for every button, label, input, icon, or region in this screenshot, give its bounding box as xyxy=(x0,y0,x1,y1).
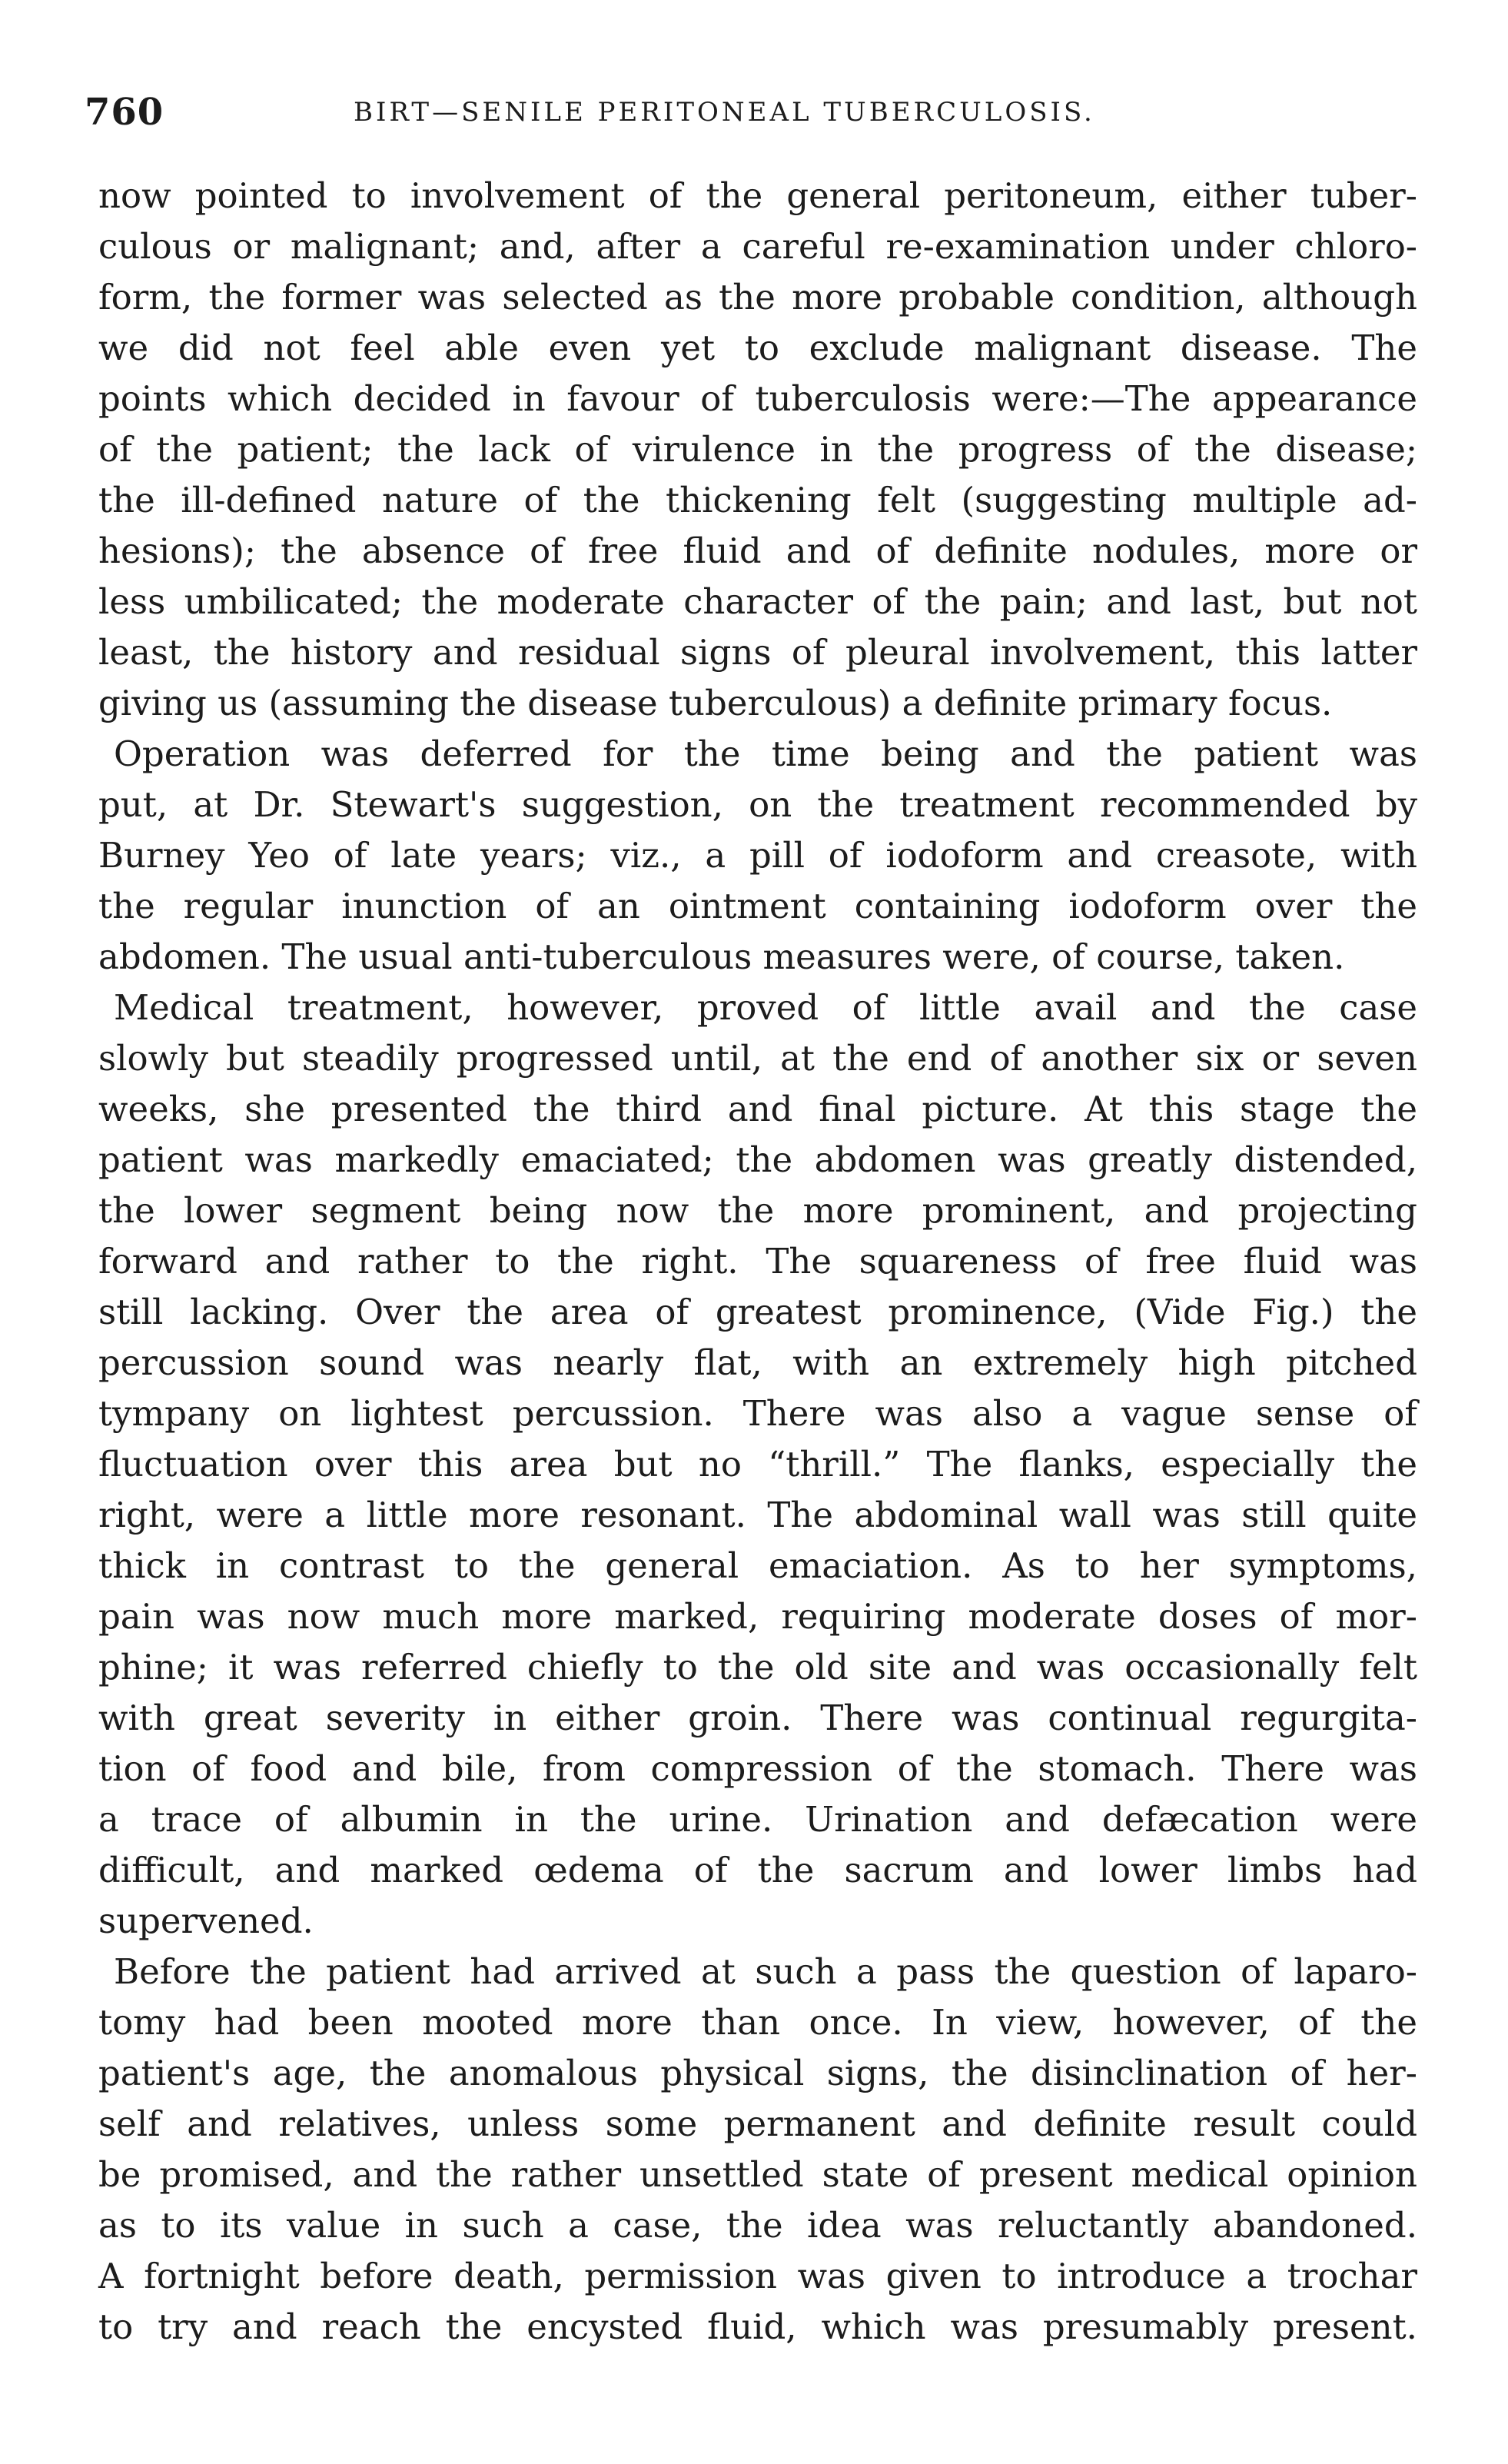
text-line: forward and rather to the right. The squareness of free fluid was xyxy=(98,1241,1417,1282)
text-line: of the patient; the lack of virulence in the progress of the disease; xyxy=(98,429,1417,470)
text-line: A fortnight before death, permission was given to introduce a trochar xyxy=(98,2256,1417,2296)
body-text xyxy=(98,171,1417,2353)
text-line: to try and reach the encysted fluid, which was presumably present. xyxy=(98,2306,1417,2347)
text-line: phine; it was referred chiefly to the old site and was occasionally felt xyxy=(98,1647,1417,1688)
text-line: patient's age, the anomalous physical signs, the disinclination of her- xyxy=(98,2053,1417,2093)
text-line: pain was now much more marked, requiring moderate doses of mor- xyxy=(98,1596,1417,1637)
text-line: Before the patient had arrived at such a pass the question of laparo- xyxy=(114,1951,1417,1992)
text-line: least, the history and residual signs of pleural involvement, this latter xyxy=(98,632,1417,673)
running-head xyxy=(85,91,1437,137)
running-title: BIRT—SENILE PERITONEAL TUBERCULOSIS. xyxy=(354,97,1095,128)
text-line: be promised, and the rather unsettled state of present medical opinion xyxy=(98,2154,1417,2195)
text-line: points which decided in favour of tuberculosis were:—The appearance xyxy=(98,378,1417,419)
text-line: still lacking. Over the area of greatest prominence, (Vide Fig.) the xyxy=(98,1292,1417,1332)
text-line: the ill-defined nature of the thickening felt (suggesting multiple ad- xyxy=(98,480,1417,520)
text-line: now pointed to involvement of the general peritoneum, either tuber- xyxy=(98,175,1417,216)
text-line: right, were a little more resonant. The abdominal wall was still quite xyxy=(98,1495,1417,1535)
text-line: the regular inunction of an ointment containing iodoform over the xyxy=(98,886,1417,926)
text-line: fluctuation over this area but no “thrill.” The flanks, especially the xyxy=(98,1444,1417,1485)
text-line: difficult, and marked œdema of the sacrum and lower limbs had xyxy=(98,1850,1417,1890)
text-line: the lower segment being now the more prominent, and projecting xyxy=(98,1190,1417,1231)
text-line: percussion sound was nearly flat, with an extremely high pitched xyxy=(98,1342,1417,1383)
text-line: culous or malignant; and, after a careful re-examination under chloro- xyxy=(98,226,1417,267)
text-line: tomy had been mooted more than once. In view, however, of the xyxy=(98,2002,1417,2043)
text-line: patient was markedly emaciated; the abdomen was greatly distended, xyxy=(98,1139,1417,1180)
text-line: put, at Dr. Stewart's suggestion, on the treatment recommended by xyxy=(98,784,1417,825)
text-line: tympany on lightest percussion. There was also a vague sense of xyxy=(98,1393,1417,1434)
text-line: Operation was deferred for the time being and the patient was xyxy=(114,733,1417,774)
text-line: Medical treatment, however, proved of little avail and the case xyxy=(114,987,1417,1028)
text-line: tion of food and bile, from compression of the stomach. There was xyxy=(98,1748,1417,1789)
text-line: less umbilicated; the moderate character of the pain; and last, but not xyxy=(98,581,1417,622)
text-line: self and relatives, unless some permanent and definite result could xyxy=(98,2103,1417,2144)
text-line: supervened. xyxy=(98,1900,314,1941)
text-line: abdomen. The usual anti-tuberculous measures were, of course, taken. xyxy=(98,936,1345,977)
text-line: hesions); the absence of free fluid and of definite nodules, more or xyxy=(98,530,1417,571)
text-line: form, the former was selected as the more probable condition, although xyxy=(98,277,1417,318)
text-line: a trace of albumin in the urine. Urination and defæcation were xyxy=(98,1799,1417,1840)
text-line: with great severity in either groin. There was continual regurgita- xyxy=(98,1698,1417,1738)
page-number: 760 xyxy=(85,91,164,134)
text-line: thick in contrast to the general emaciation. As to her symptoms, xyxy=(98,1545,1417,1586)
text-line: weeks, she presented the third and final picture. At this stage the xyxy=(98,1089,1417,1129)
text-line: as to its value in such a case, the idea was reluctantly abandoned. xyxy=(98,2205,1417,2246)
text-line: Burney Yeo of late years; viz., a pill of iodoform and creasote, with xyxy=(98,835,1417,876)
text-line: slowly but steadily progressed until, at the end of another six or seven xyxy=(98,1038,1417,1079)
text-line: giving us (assuming the disease tuberculous) a definite primary focus. xyxy=(98,683,1333,723)
text-line: we did not feel able even yet to exclude malignant disease. The xyxy=(98,328,1417,368)
